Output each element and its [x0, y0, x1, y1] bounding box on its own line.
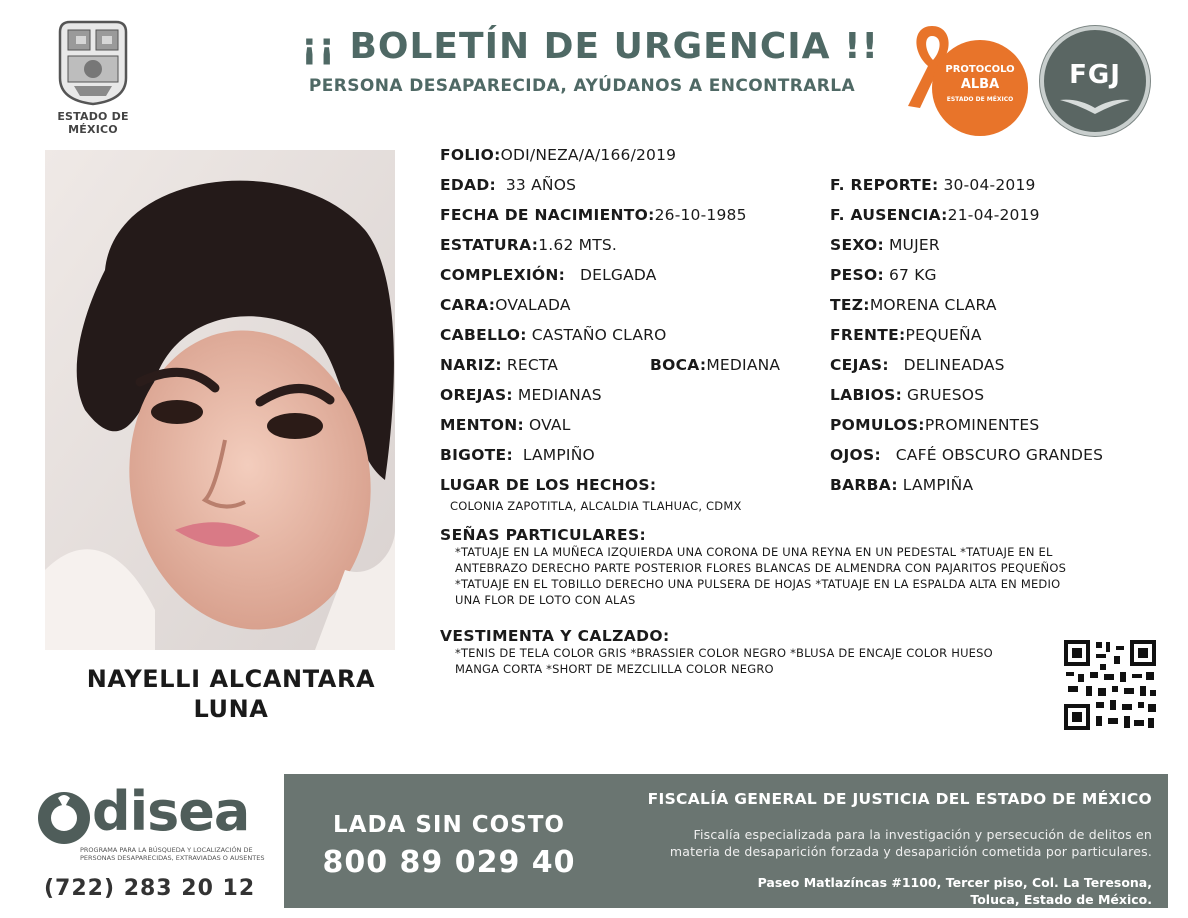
- vestimenta-text: [455, 645, 1045, 677]
- field-cabello: CABELLO: CASTAÑO CLARO: [440, 326, 667, 344]
- lada-number[interactable]: 800 89 029 40: [322, 845, 576, 880]
- alba-line2: ALBA: [960, 77, 1000, 92]
- senas-text: [455, 544, 1125, 608]
- field-pomulos: POMULOS:PROMINENTES: [830, 416, 1040, 434]
- field-lugar-value: COLONIA ZAPOTITLA, ALCALDIA TLAHUAC, CDMX: [450, 499, 742, 513]
- fgj-seal: [1040, 26, 1150, 136]
- senas-line: *TATUAJE EN EL TOBILLO DERECHO UNA PULSERA DE HOJAS *TATUAJE EN LA ESPALDA ALTA EN MEDIO: [455, 577, 1061, 591]
- alba-badge: [932, 40, 1028, 136]
- estado-de-mexico-logo: [34, 18, 152, 136]
- protocolo-alba-logo: [902, 22, 1032, 134]
- fiscalia-address: [592, 874, 1152, 908]
- bulletin-title: ¡¡ BOLETÍN DE URGENCIA !!: [301, 26, 879, 67]
- field-peso: PESO: 67 KG: [830, 266, 937, 284]
- field-nacimiento: FECHA DE NACIMIENTO:26-10-1985: [440, 206, 747, 224]
- person-name-line2: LUNA: [193, 695, 269, 723]
- coat-of-arms-icon: [54, 18, 132, 106]
- address-line: Toluca, Estado de México.: [970, 892, 1152, 907]
- person-photo: [45, 150, 395, 650]
- field-cara: CARA:OVALADA: [440, 296, 571, 314]
- person-name-line1: NAYELLI ALCANTARA: [86, 665, 376, 693]
- field-cejas: CEJAS: DELINEADAS: [830, 356, 1005, 374]
- field-complexion: COMPLEXIÓN: DELGADA: [440, 266, 657, 284]
- vestimenta-title: VESTIMENTA Y CALZADO:: [440, 627, 670, 645]
- fiscalia-desc-line: Fiscalía especializada para la investigación y persecución de delitos en: [693, 827, 1152, 842]
- senas-line: UNA FLOR DE LOTO CON ALAS: [455, 593, 636, 607]
- field-boca: BOCA:MEDIANA: [650, 356, 781, 374]
- portrait-image: [45, 150, 395, 650]
- field-estatura: ESTATURA:1.62 MTS.: [440, 236, 618, 254]
- field-barba: BARBA: LAMPIÑA: [830, 476, 974, 494]
- odisea-word: disea: [92, 780, 250, 843]
- wings-icon: [1058, 96, 1132, 116]
- person-name: [45, 664, 417, 724]
- address-line: Paseo Matlazíncas #1100, Tercer piso, Col. La Teresona,: [757, 875, 1152, 890]
- field-reporte: F. REPORTE: 30-04-2019: [830, 176, 1036, 194]
- bulletin-subtitle: PERSONA DESAPARECIDA, AYÚDANOS A ENCONTRARLA: [308, 76, 856, 96]
- field-frente: FRENTE:PEQUEÑA: [830, 326, 982, 344]
- odisea-mark-icon: [36, 788, 92, 848]
- field-orejas: OREJAS: MEDIANAS: [440, 386, 602, 404]
- vestimenta-line: *TENIS DE TELA COLOR GRIS *BRASSIER COLOR NEGRO *BLUSA DE ENCAJE COLOR HUESO: [455, 646, 993, 660]
- field-nariz: NARIZ: RECTA: [440, 356, 559, 374]
- field-tez: TEZ:MORENA CLARA: [830, 296, 997, 314]
- senas-line: *TATUAJE EN LA MUÑECA IZQUIERDA UNA CORONA DE UNA REYNA EN UN PEDESTAL *TATUAJE EN EL: [455, 545, 1053, 559]
- fiscalia-desc-line: materia de desaparición forzada y desaparición cometida por particulares.: [669, 844, 1152, 859]
- qr-code-icon[interactable]: [1062, 638, 1158, 732]
- lada-label: LADA SIN COSTO: [333, 812, 565, 838]
- field-lugar-label: LUGAR DE LOS HECHOS:: [440, 476, 657, 494]
- field-ausencia: F. AUSENCIA:21-04-2019: [830, 206, 1040, 224]
- alba-line3: ESTADO DE MÉXICO: [946, 96, 1014, 103]
- state-label: ESTADO DE MÉXICO: [57, 110, 129, 136]
- contact-phone[interactable]: (722) 283 20 12: [44, 876, 256, 901]
- alba-line1: PROTOCOLO: [945, 64, 1015, 75]
- fiscalia-title: FISCALÍA GENERAL DE JUSTICIA DEL ESTADO DE MÉXICO: [647, 790, 1152, 808]
- field-bigote: BIGOTE: LAMPIÑO: [440, 446, 595, 464]
- field-edad: EDAD: 33 AÑOS: [440, 176, 577, 194]
- odisea-logo: [36, 780, 276, 866]
- field-sexo: SEXO: MUJER: [830, 236, 940, 254]
- vestimenta-line: MANGA CORTA *SHORT DE MEZCLILLA COLOR NEGRO: [455, 662, 774, 676]
- field-ojos: OJOS: CAFÉ OBSCURO GRANDES: [830, 446, 1104, 464]
- senas-title: SEÑAS PARTICULARES:: [440, 526, 647, 544]
- fiscalia-description: [592, 826, 1152, 860]
- odisea-description: PROGRAMA PARA LA BÚSQUEDA Y LOCALIZACIÓN DE PERSONAS DESAPARECIDAS, EXTRAVIADAS O AUSENTES: [80, 846, 265, 862]
- fgj-label: FGJ: [1069, 60, 1121, 90]
- field-menton: MENTON: OVAL: [440, 416, 571, 434]
- field-labios: LABIOS: GRUESOS: [830, 386, 985, 404]
- senas-line: ANTEBRAZO DERECHO PARTE POSTERIOR FLORES BLANCAS DE ALMENDRA CON PAJARITOS PEQUEÑOS: [455, 561, 1067, 575]
- field-folio: FOLIO:ODI/NEZA/A/166/2019: [440, 146, 677, 164]
